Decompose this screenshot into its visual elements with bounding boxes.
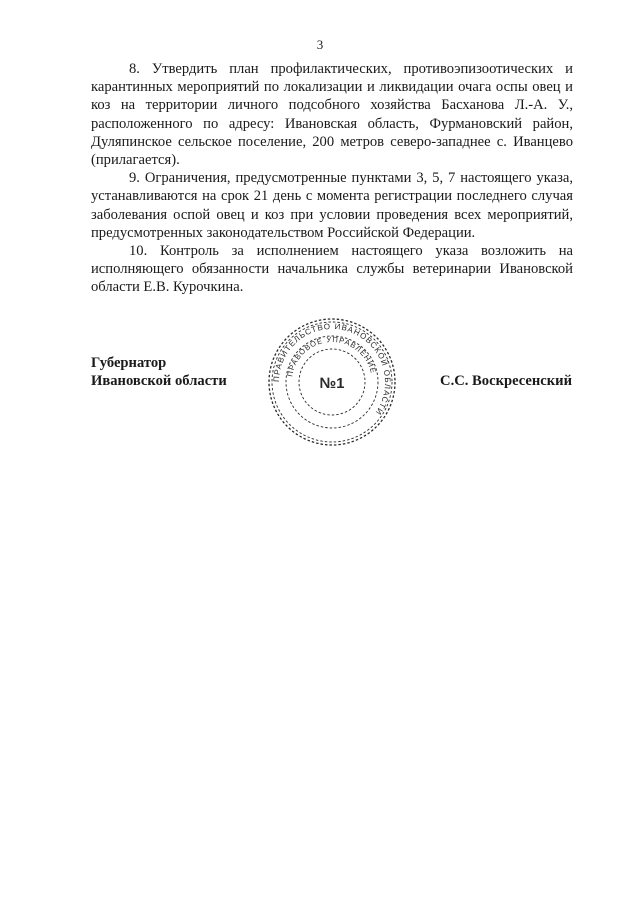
seal-outer-text: ПРАВИТЕЛЬСТВО ИВАНОВСКОЙ ОБЛАСТИ xyxy=(271,321,393,417)
page-number: 3 xyxy=(316,37,324,52)
paragraph-10: 10. Контроль за исполнением настоящего указа возложить на исполняющего обязанности начальника службы ветеринарии Ивановской области Е.В. Курочкина. xyxy=(91,243,573,296)
signer-position: Губернатор xyxy=(91,355,167,371)
paragraph-9: 9. Ограничения, предусмотренные пунктами 3, 5, 7 настоящего указа, устанавливаются на срок 21 день с момента регистрации последнего случая заболевания оспой овец и коз при условии проведения всех мероприятий, предусмотренных законодательством Российской Федерации. xyxy=(91,170,573,241)
signer-title xyxy=(91,354,227,390)
seal-inner-text: ПРАВОВОЕ УПРАВЛЕНИЕ xyxy=(285,334,379,378)
signer-name: С.С. Воскресенский xyxy=(440,373,572,389)
signer-region: Ивановской области xyxy=(91,373,227,390)
seal-graphic xyxy=(266,316,398,448)
paragraph-8: 8. Утвердить план профилактических, противоэпизоотических и карантинных мероприятий по локализации и ликвидации очага оспы овец и коз на территории личного подсобного хозяйства Басханова Л.-А. У., расположенного по адресу: Ивановская область, Фурмановский район, Дуляпинское сельское поселение, 200 метров северо-западнее с. Иванцево (прилагается). xyxy=(91,61,573,169)
document-body xyxy=(91,60,573,297)
official-seal xyxy=(266,316,398,448)
seal-number: №1 xyxy=(319,375,345,392)
